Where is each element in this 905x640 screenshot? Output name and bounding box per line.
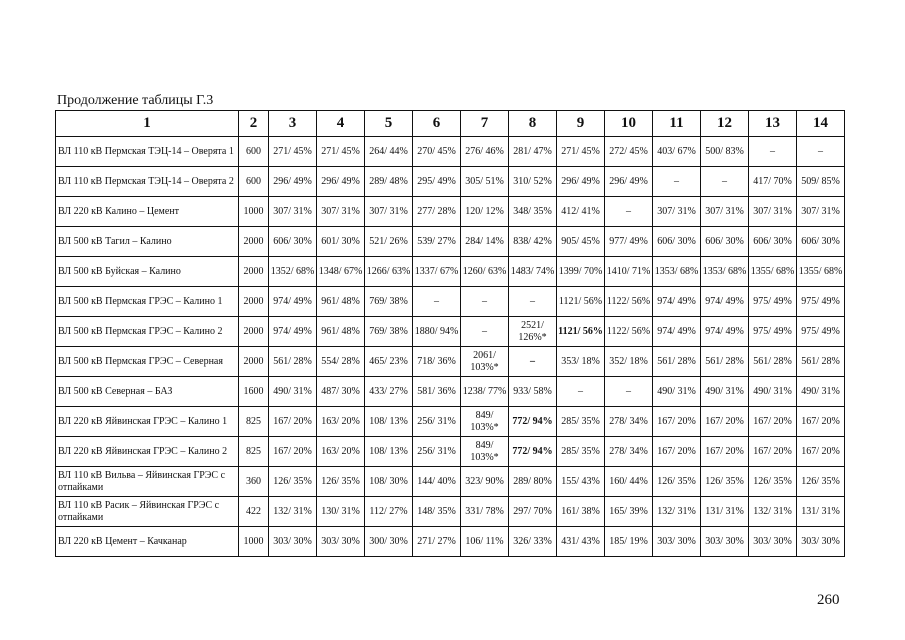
load-cell: 606/ 30% <box>653 227 701 257</box>
load-cell: – <box>701 167 749 197</box>
load-cell: 1266/ 63% <box>365 257 413 287</box>
table-row <box>56 497 845 527</box>
load-cell: – <box>605 377 653 407</box>
load-cell: 403/ 67% <box>653 137 701 167</box>
load-cell: 769/ 38% <box>365 317 413 347</box>
load-cell: – <box>653 167 701 197</box>
table-row <box>56 137 845 167</box>
line-name-cell: ВЛ 500 кВ Буйская – Калино <box>56 257 239 287</box>
load-cell: – <box>509 287 557 317</box>
load-cell: 490/ 31% <box>653 377 701 407</box>
load-cell: 975/ 49% <box>749 287 797 317</box>
column-header: 6 <box>413 111 461 137</box>
load-cell: 348/ 35% <box>509 197 557 227</box>
load-cell: 2521/ 126%* <box>509 317 557 347</box>
load-cell: 323/ 90% <box>461 467 509 497</box>
load-cell: 126/ 35% <box>701 467 749 497</box>
load-cell: – <box>509 347 557 377</box>
load-cell: 905/ 45% <box>557 227 605 257</box>
table-row <box>56 167 845 197</box>
load-cell: 130/ 31% <box>317 497 365 527</box>
load-cell: – <box>413 287 461 317</box>
load-cell: 161/ 38% <box>557 497 605 527</box>
load-cell: 500/ 83% <box>701 137 749 167</box>
load-cell: 1353/ 68% <box>653 257 701 287</box>
load-cell: 561/ 28% <box>269 347 317 377</box>
header-row <box>56 111 845 137</box>
load-cell: 305/ 51% <box>461 167 509 197</box>
load-cell: 601/ 30% <box>317 227 365 257</box>
load-cell: – <box>461 317 509 347</box>
load-cell: 131/ 31% <box>797 497 845 527</box>
column-header: 7 <box>461 111 509 137</box>
capacity-cell: 1000 <box>239 527 269 557</box>
load-cell: 1483/ 74% <box>509 257 557 287</box>
column-header: 5 <box>365 111 413 137</box>
load-cell: 974/ 49% <box>701 317 749 347</box>
load-cell: – <box>557 377 605 407</box>
load-cell: 307/ 31% <box>701 197 749 227</box>
load-cell: 285/ 35% <box>557 437 605 467</box>
table-row <box>56 227 845 257</box>
column-header: 13 <box>749 111 797 137</box>
table-row <box>56 407 845 437</box>
load-cell: 307/ 31% <box>269 197 317 227</box>
load-cell: 271/ 45% <box>557 137 605 167</box>
capacity-cell: 360 <box>239 467 269 497</box>
table-row <box>56 437 845 467</box>
load-cell: 303/ 30% <box>269 527 317 557</box>
capacity-cell: 2000 <box>239 287 269 317</box>
capacity-cell: 2000 <box>239 317 269 347</box>
load-cell: 285/ 35% <box>557 407 605 437</box>
load-cell: 561/ 28% <box>749 347 797 377</box>
load-cell: 849/ 103%* <box>461 407 509 437</box>
load-cell: 303/ 30% <box>797 527 845 557</box>
capacity-cell: 2000 <box>239 257 269 287</box>
load-cell: 326/ 33% <box>509 527 557 557</box>
load-cell: 272/ 45% <box>605 137 653 167</box>
load-cell: 561/ 28% <box>653 347 701 377</box>
load-cell: 264/ 44% <box>365 137 413 167</box>
table-row <box>56 377 845 407</box>
load-cell: 769/ 38% <box>365 287 413 317</box>
load-cell: – <box>461 287 509 317</box>
capacity-cell: 1600 <box>239 377 269 407</box>
page-number: 260 <box>817 592 840 608</box>
line-name-cell: ВЛ 110 кВ Пермская ТЭЦ-14 – Оверята 2 <box>56 167 239 197</box>
load-cell: 554/ 28% <box>317 347 365 377</box>
load-cell: 307/ 31% <box>797 197 845 227</box>
line-name-cell: ВЛ 110 кВ Вильва – Яйвинская ГРЭС с отпайками <box>56 467 239 497</box>
load-cell: 1122/ 56% <box>605 317 653 347</box>
load-cell: 256/ 31% <box>413 407 461 437</box>
load-cell: 1352/ 68% <box>269 257 317 287</box>
column-header: 8 <box>509 111 557 137</box>
table-caption: Продолжение таблицы Г.3 <box>57 93 214 108</box>
load-cell: 1399/ 70% <box>557 257 605 287</box>
load-cell: 277/ 28% <box>413 197 461 227</box>
load-cell: 606/ 30% <box>749 227 797 257</box>
load-cell: 108/ 30% <box>365 467 413 497</box>
line-name-cell: ВЛ 220 кВ Яйвинская ГРЭС – Калино 1 <box>56 407 239 437</box>
load-cell: – <box>605 197 653 227</box>
capacity-cell: 2000 <box>239 347 269 377</box>
load-cell: 1337/ 67% <box>413 257 461 287</box>
load-cell: 163/ 20% <box>317 407 365 437</box>
load-cell: 975/ 49% <box>749 317 797 347</box>
line-name-cell: ВЛ 500 кВ Пермская ГРЭС – Калино 2 <box>56 317 239 347</box>
line-name-cell: ВЛ 220 кВ Калино – Цемент <box>56 197 239 227</box>
load-cell: 561/ 28% <box>797 347 845 377</box>
load-cell: 961/ 48% <box>317 317 365 347</box>
column-header: 1 <box>56 111 239 137</box>
load-cell: 167/ 20% <box>797 407 845 437</box>
capacity-cell: 825 <box>239 407 269 437</box>
load-cell: 303/ 30% <box>317 527 365 557</box>
load-cell: 490/ 31% <box>797 377 845 407</box>
load-cell: 289/ 48% <box>365 167 413 197</box>
line-name-cell: ВЛ 500 кВ Пермская ГРЭС – Калино 1 <box>56 287 239 317</box>
capacity-cell: 1000 <box>239 197 269 227</box>
load-cell: 975/ 49% <box>797 287 845 317</box>
load-cell: 278/ 34% <box>605 437 653 467</box>
table-row <box>56 467 845 497</box>
load-cell: 521/ 26% <box>365 227 413 257</box>
load-cell: 108/ 13% <box>365 437 413 467</box>
load-cell: 185/ 19% <box>605 527 653 557</box>
load-cell: 126/ 35% <box>797 467 845 497</box>
load-cell: 281/ 47% <box>509 137 557 167</box>
load-cell: 433/ 27% <box>365 377 413 407</box>
load-cell: 167/ 20% <box>701 437 749 467</box>
load-cell: 974/ 49% <box>653 317 701 347</box>
load-cell: 126/ 35% <box>317 467 365 497</box>
load-cell: 303/ 30% <box>701 527 749 557</box>
load-cell: 296/ 49% <box>317 167 365 197</box>
load-cell: 974/ 49% <box>269 287 317 317</box>
load-cell: 132/ 31% <box>749 497 797 527</box>
load-cell: 307/ 31% <box>749 197 797 227</box>
load-cell: 270/ 45% <box>413 137 461 167</box>
table-row <box>56 197 845 227</box>
load-cell: 1355/ 68% <box>749 257 797 287</box>
load-cell: 1355/ 68% <box>797 257 845 287</box>
capacity-cell: 2000 <box>239 227 269 257</box>
load-cell: 307/ 31% <box>317 197 365 227</box>
line-name-cell: ВЛ 220 кВ Цемент – Качканар <box>56 527 239 557</box>
load-cell: 300/ 30% <box>365 527 413 557</box>
load-cell: 772/ 94% <box>509 407 557 437</box>
load-cell: 289/ 80% <box>509 467 557 497</box>
load-cell: 112/ 27% <box>365 497 413 527</box>
load-cell: 487/ 30% <box>317 377 365 407</box>
load-cell: 1353/ 68% <box>701 257 749 287</box>
load-cell: – <box>749 137 797 167</box>
load-cell: 961/ 48% <box>317 287 365 317</box>
capacity-cell: 422 <box>239 497 269 527</box>
load-cell: 417/ 70% <box>749 167 797 197</box>
load-cell: 167/ 20% <box>653 437 701 467</box>
load-cell: 303/ 30% <box>653 527 701 557</box>
load-cell: 132/ 31% <box>653 497 701 527</box>
load-cell: 606/ 30% <box>797 227 845 257</box>
load-cell: 490/ 31% <box>749 377 797 407</box>
load-cell: 126/ 35% <box>749 467 797 497</box>
table-row <box>56 317 845 347</box>
load-cell: 838/ 42% <box>509 227 557 257</box>
load-cell: 1238/ 77% <box>461 377 509 407</box>
load-cell: 974/ 49% <box>269 317 317 347</box>
load-cell: 352/ 18% <box>605 347 653 377</box>
load-cell: 276/ 46% <box>461 137 509 167</box>
load-cell: 155/ 43% <box>557 467 605 497</box>
load-cell: 307/ 31% <box>653 197 701 227</box>
load-cell: 167/ 20% <box>797 437 845 467</box>
load-cell: 284/ 14% <box>461 227 509 257</box>
column-header: 3 <box>269 111 317 137</box>
load-cell: 120/ 12% <box>461 197 509 227</box>
load-cell: 163/ 20% <box>317 437 365 467</box>
load-cell: 296/ 49% <box>605 167 653 197</box>
data-table <box>55 110 845 557</box>
load-cell: – <box>797 137 845 167</box>
load-cell: 1122/ 56% <box>605 287 653 317</box>
load-cell: 431/ 43% <box>557 527 605 557</box>
load-cell: 2061/ 103%* <box>461 347 509 377</box>
column-header: 10 <box>605 111 653 137</box>
capacity-cell: 600 <box>239 167 269 197</box>
load-cell: 131/ 31% <box>701 497 749 527</box>
line-name-cell: ВЛ 500 кВ Северная – БАЗ <box>56 377 239 407</box>
line-name-cell: ВЛ 500 кВ Тагил – Калино <box>56 227 239 257</box>
load-cell: 310/ 52% <box>509 167 557 197</box>
load-cell: 331/ 78% <box>461 497 509 527</box>
load-cell: 160/ 44% <box>605 467 653 497</box>
load-cell: 1121/ 56% <box>557 287 605 317</box>
column-header: 12 <box>701 111 749 137</box>
load-cell: 296/ 49% <box>557 167 605 197</box>
load-cell: 167/ 20% <box>701 407 749 437</box>
column-header: 2 <box>239 111 269 137</box>
load-cell: 271/ 45% <box>317 137 365 167</box>
load-cell: 1410/ 71% <box>605 257 653 287</box>
load-cell: 303/ 30% <box>749 527 797 557</box>
load-cell: 974/ 49% <box>701 287 749 317</box>
load-cell: 490/ 31% <box>269 377 317 407</box>
load-cell: 539/ 27% <box>413 227 461 257</box>
load-cell: 278/ 34% <box>605 407 653 437</box>
load-cell: 295/ 49% <box>413 167 461 197</box>
load-cell: 509/ 85% <box>797 167 845 197</box>
load-cell: 167/ 20% <box>749 407 797 437</box>
load-cell: 167/ 20% <box>269 437 317 467</box>
load-cell: 307/ 31% <box>365 197 413 227</box>
load-cell: 132/ 31% <box>269 497 317 527</box>
load-cell: 772/ 94% <box>509 437 557 467</box>
load-cell: 165/ 39% <box>605 497 653 527</box>
table-row <box>56 287 845 317</box>
load-cell: 1260/ 63% <box>461 257 509 287</box>
capacity-cell: 825 <box>239 437 269 467</box>
load-cell: 975/ 49% <box>797 317 845 347</box>
table-row <box>56 527 845 557</box>
table-row <box>56 257 845 287</box>
load-cell: 933/ 58% <box>509 377 557 407</box>
load-cell: 1121/ 56% <box>557 317 605 347</box>
load-cell: 581/ 36% <box>413 377 461 407</box>
load-cell: 465/ 23% <box>365 347 413 377</box>
column-header: 9 <box>557 111 605 137</box>
load-cell: 297/ 70% <box>509 497 557 527</box>
column-header: 11 <box>653 111 701 137</box>
capacity-cell: 600 <box>239 137 269 167</box>
line-name-cell: ВЛ 500 кВ Пермская ГРЭС – Северная <box>56 347 239 377</box>
column-header: 14 <box>797 111 845 137</box>
load-cell: 167/ 20% <box>749 437 797 467</box>
load-cell: 256/ 31% <box>413 437 461 467</box>
load-cell: 144/ 40% <box>413 467 461 497</box>
line-name-cell: ВЛ 110 кВ Пермская ТЭЦ-14 – Оверята 1 <box>56 137 239 167</box>
load-cell: 126/ 35% <box>653 467 701 497</box>
load-cell: 1348/ 67% <box>317 257 365 287</box>
load-cell: 412/ 41% <box>557 197 605 227</box>
load-cell: 148/ 35% <box>413 497 461 527</box>
load-cell: 606/ 30% <box>701 227 749 257</box>
column-header: 4 <box>317 111 365 137</box>
load-cell: 296/ 49% <box>269 167 317 197</box>
load-cell: 977/ 49% <box>605 227 653 257</box>
line-name-cell: ВЛ 110 кВ Расик – Яйвинская ГРЭС с отпайками <box>56 497 239 527</box>
load-cell: 849/ 103%* <box>461 437 509 467</box>
line-name-cell: ВЛ 220 кВ Яйвинская ГРЭС – Калино 2 <box>56 437 239 467</box>
load-cell: 490/ 31% <box>701 377 749 407</box>
load-cell: 353/ 18% <box>557 347 605 377</box>
load-cell: 167/ 20% <box>653 407 701 437</box>
load-cell: 561/ 28% <box>701 347 749 377</box>
load-cell: 108/ 13% <box>365 407 413 437</box>
load-cell: 974/ 49% <box>653 287 701 317</box>
load-cell: 106/ 11% <box>461 527 509 557</box>
load-cell: 718/ 36% <box>413 347 461 377</box>
load-cell: 271/ 45% <box>269 137 317 167</box>
load-cell: 1880/ 94% <box>413 317 461 347</box>
load-cell: 271/ 27% <box>413 527 461 557</box>
load-cell: 606/ 30% <box>269 227 317 257</box>
load-cell: 126/ 35% <box>269 467 317 497</box>
table-row <box>56 347 845 377</box>
load-cell: 167/ 20% <box>269 407 317 437</box>
